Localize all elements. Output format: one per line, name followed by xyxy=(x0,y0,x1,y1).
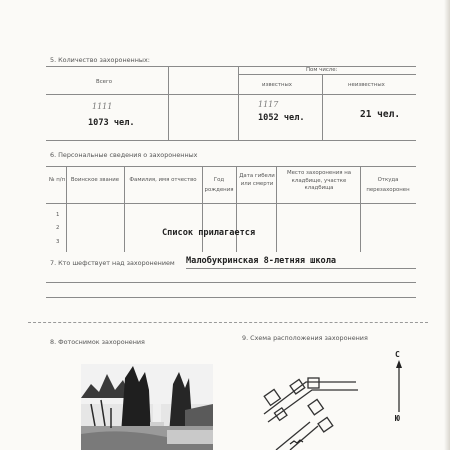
section6-header-from: Откуда перезахоронен xyxy=(366,177,410,193)
section-divider xyxy=(28,322,428,323)
section6-col-divider xyxy=(236,166,237,252)
section5-col-divider xyxy=(322,74,323,140)
section6-header-birth: Год рождения xyxy=(204,177,234,193)
section6-col-divider xyxy=(360,166,361,252)
section7-value: Малобукринская 8-летняя школа xyxy=(186,256,337,266)
section5-header-including: Пом числе: xyxy=(306,67,338,73)
section5-rule-including xyxy=(238,74,416,75)
section5-hand-known: 1117 xyxy=(258,100,279,109)
section5-header-known: известных xyxy=(262,82,292,88)
section7-title: 7. Кто шефствует над захоронением xyxy=(50,259,175,267)
section6-col-divider xyxy=(124,166,125,252)
burial-site-photo xyxy=(81,364,213,450)
section6-col-divider xyxy=(202,166,203,252)
section6-header-place: Место захоронения на кладбище, участке кладбища xyxy=(286,170,352,192)
road-line xyxy=(268,390,358,422)
section6-header-rank: Воинское звание xyxy=(70,177,120,183)
section5-title: 5. Количество захороненных: xyxy=(50,56,150,64)
section6-header-name: Фамилия, имя отчество xyxy=(129,177,197,183)
section6-col-divider xyxy=(66,166,67,252)
path-line xyxy=(276,422,310,450)
section5-rule-header xyxy=(46,94,416,95)
compass-south-label: Ю xyxy=(395,414,400,423)
section5-unknown: 21 чел. xyxy=(360,109,401,120)
section6-row-number: 2 xyxy=(56,225,60,231)
section5-rule-top xyxy=(46,66,416,67)
compass-arrowhead xyxy=(396,360,402,368)
section5-known: 1052 чел. xyxy=(258,113,305,123)
section6-col-divider xyxy=(276,166,277,252)
section5-hand-total: 1111 xyxy=(92,102,113,111)
section6-header-death: Дата гибели или смерти xyxy=(239,173,275,188)
building-shape xyxy=(308,378,319,388)
section5-total: 1073 чел. xyxy=(88,118,135,128)
section7-blank-line xyxy=(46,297,416,298)
section6-list-note: Список прилагается xyxy=(162,228,256,238)
burial-scheme-diagram xyxy=(246,352,416,450)
section6-row-number: 1 xyxy=(56,212,60,218)
section5-col-divider xyxy=(238,66,239,140)
burial-marker xyxy=(290,440,303,444)
building-shape xyxy=(308,399,323,414)
section5-header-unknown: неизвестных xyxy=(348,82,385,88)
section9-title: 9. Схема расположения захоронения xyxy=(242,334,368,342)
section6-row-number: 3 xyxy=(56,239,60,245)
section7-blank-line xyxy=(46,282,416,283)
section6-title: 6. Персональные сведения о захороненных xyxy=(50,151,198,159)
section5-header-total: Всего xyxy=(96,79,113,85)
section5-col-divider xyxy=(168,66,169,140)
section7-underline xyxy=(186,268,416,269)
section6-header-num: № п/п xyxy=(48,177,66,183)
compass-north-label: С xyxy=(395,350,400,359)
section5-rule-bottom xyxy=(46,140,416,141)
building-shape xyxy=(318,417,333,432)
path-line xyxy=(290,426,318,450)
section8-title: 8. Фотоснимок захоронения xyxy=(50,338,145,346)
